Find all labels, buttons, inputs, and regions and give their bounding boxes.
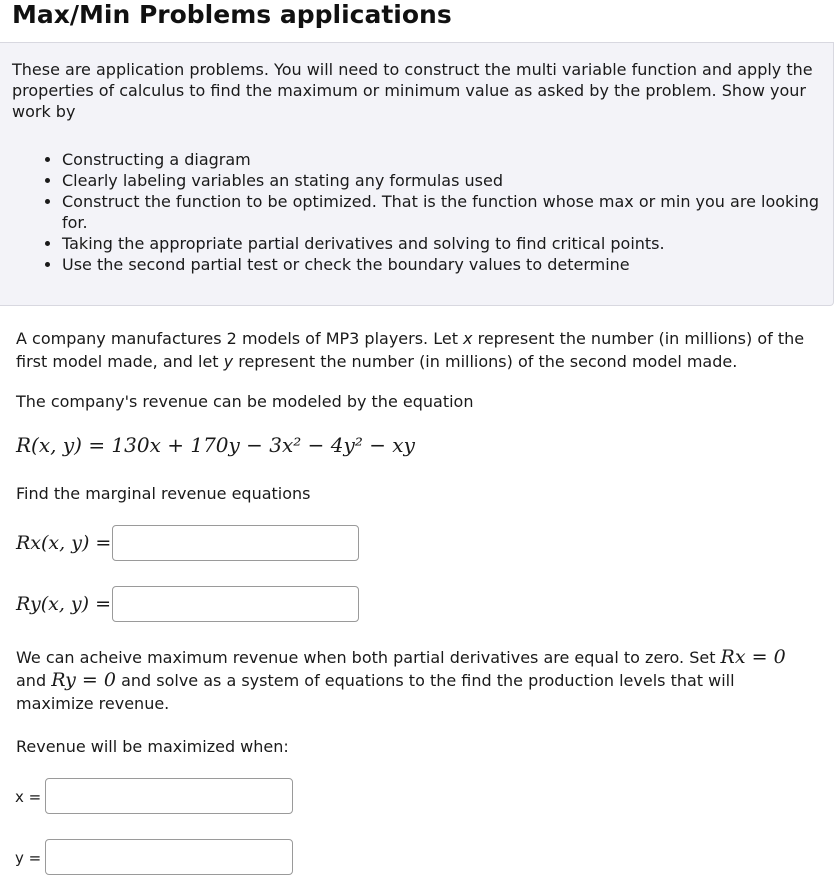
ry-zero-expression: Ry = 0 [51,669,116,691]
rx-label-text: Rx(x, y) = [16,532,112,554]
list-item: • Clearly labeling variables an stating any formulas used [62,170,822,191]
rx-label [16,531,111,555]
list-item: • Use the second partial test or check the boundary values to determine [62,254,822,275]
ry-answer-input[interactable] [112,586,359,622]
variable-y: y [223,352,234,371]
list-item: • Constructing a diagram [62,149,822,170]
x-answer-input[interactable] [45,778,293,814]
problem-text: represent the number (in millions) of the first model made, and let [16,329,805,371]
ry-label-text: Ry(x, y) = [16,593,112,615]
rx-answer-input[interactable] [112,525,359,561]
y-label: y = [15,849,42,867]
system-text: and solve as a system of equations to the find the production levels that will maximize revenue. [16,671,735,713]
x-label: x = [15,788,42,806]
list-item: • Construct the function to be optimized. That is the function whose max or min you are looking for. [62,191,822,233]
problem-text: represent the number (in millions) of the second model made. [233,352,738,371]
marginal-revenue-prompt: Find the marginal revenue equations [16,484,311,503]
y-answer-input[interactable] [45,839,293,875]
revenue-equation [16,433,415,457]
system-instructions [16,646,816,715]
ry-label [16,592,111,616]
equation-text: R(x, y) = 130x + 170y − 3x² − 4y² − xy [16,433,415,457]
list-item: • Taking the appropriate partial derivatives and solving to find critical points. [62,233,822,254]
problem-statement [16,327,816,373]
system-text: and [16,671,52,690]
variable-x: x [463,329,473,348]
page-title: Max/Min Problems applications [12,0,452,29]
problem-text: A company manufactures 2 models of MP3 players. Let [16,329,464,348]
maximized-when-text: Revenue will be maximized when: [16,737,289,756]
instructions-panel [0,42,834,306]
instructions-paragraph: These are application problems. You will need to construct the multi variable function and apply the properties of calculus to find the maximum or minimum value as asked by the problem. Show your work by [12,60,813,121]
instructions-list [44,149,822,275]
system-text: We can acheive maximum revenue when both partial derivatives are equal to zero. Set [16,648,721,667]
revenue-model-text: The company's revenue can be modeled by the equation [16,392,474,411]
rx-zero-expression: Rx = 0 [720,646,786,668]
